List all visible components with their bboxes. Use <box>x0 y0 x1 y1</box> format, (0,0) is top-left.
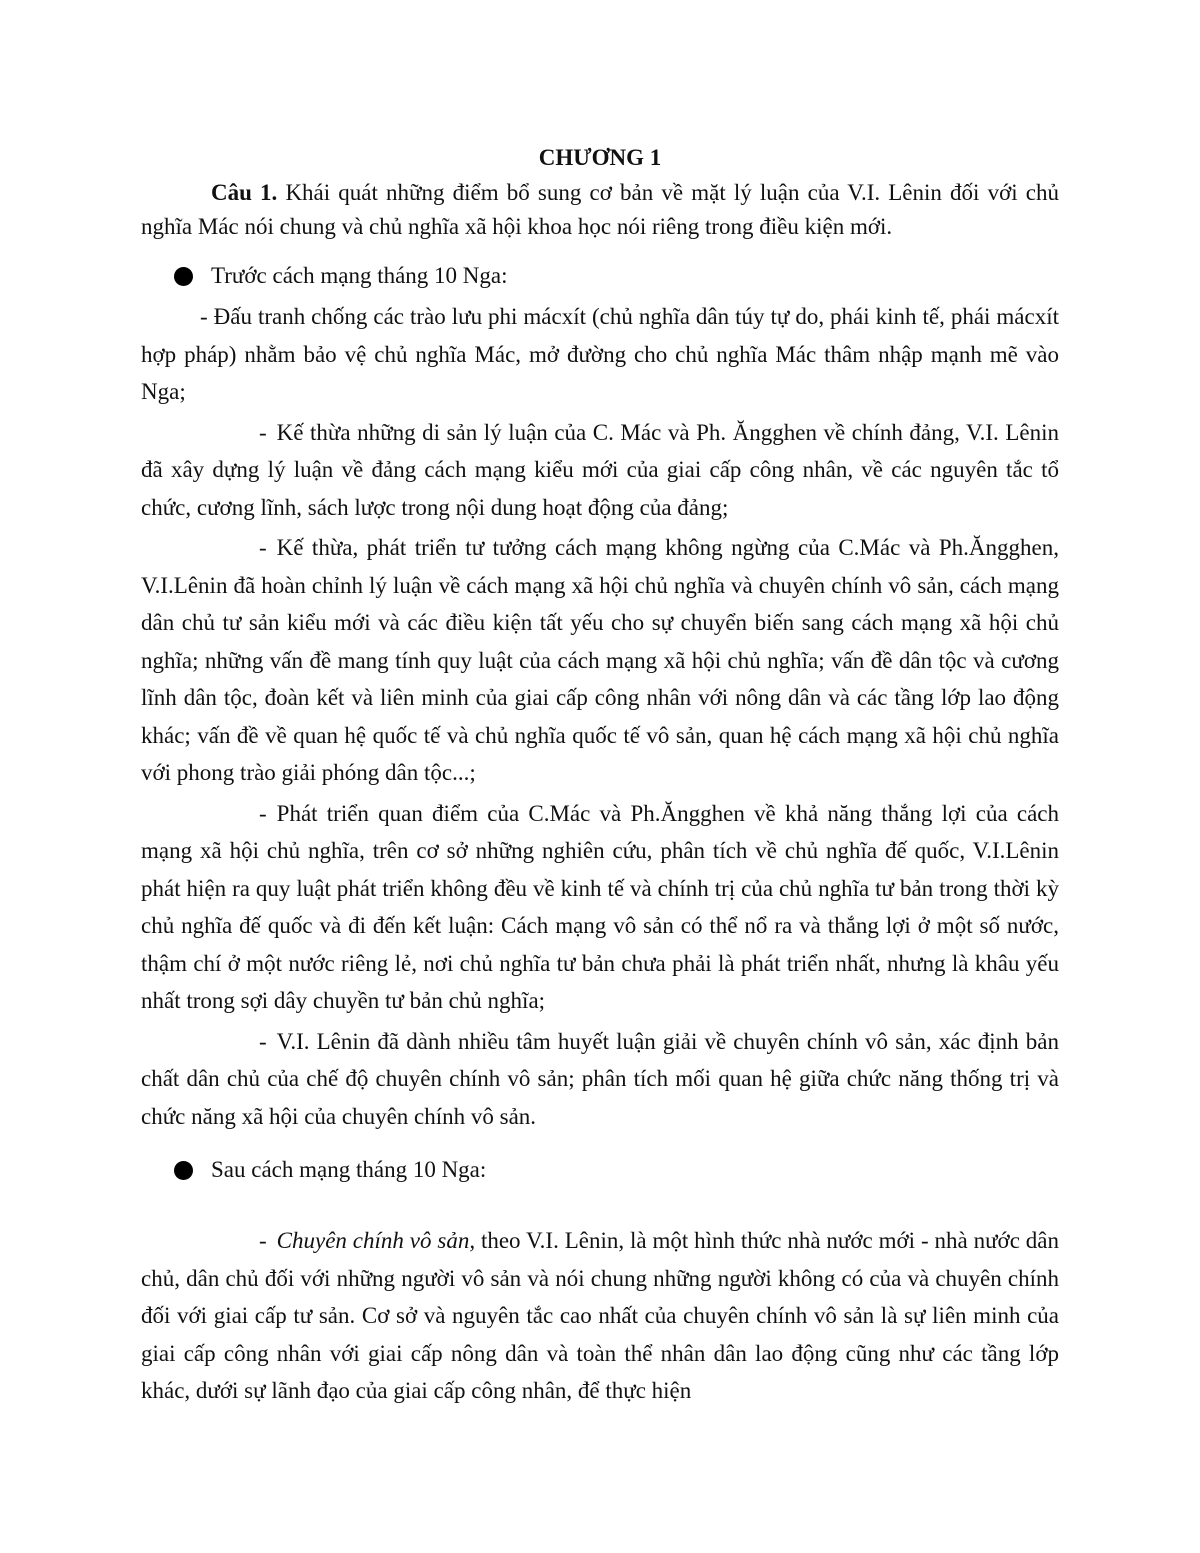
question-text: Khái quát những điểm bổ sung cơ bản về mặt lý luận của V.I. Lênin đối với chủ nghĩa Mác nói chung và chủ nghĩa xã hội khoa học nói riêng trong điều kiện mới. <box>141 180 1059 239</box>
paragraph-text: - Đấu tranh chống các trào lưu phi mácxít (chủ nghĩa dân túy tự do, phái kinh tế, phái mácxít hợp pháp) nhằm bảo vệ chủ nghĩa Mác, mở đường cho chủ nghĩa Mác thâm nhập mạnh mẽ vào Nga; <box>141 304 1059 404</box>
bullet-icon <box>174 1161 193 1180</box>
section-heading-before <box>141 258 1059 294</box>
dash-marker: - <box>259 1028 267 1054</box>
body-paragraph <box>141 414 1059 527</box>
paragraph-text: Kế thừa, phát triển tư tưởng cách mạng không ngừng của C.Mác và Ph.Ăngghen, V.I.Lênin đã hoàn chỉnh lý luận về cách mạng xã hội chủ nghĩa và chuyên chính vô sản, cách mạng dân chủ tư sản kiểu mới và các điều kiện tất yếu cho sự chuyển biến sang cách mạng xã hội chủ nghĩa; những vấn đề mang tính quy luật của cách mạng xã hội chủ nghĩa; vấn đề dân tộc và cương lĩnh dân tộc, đoàn kết và liên minh của giai cấp công nhân với nông dân và các tầng lớp lao động khác; vấn đề về quan hệ quốc tế và chủ nghĩa quốc tế vô sản, quan hệ cách mạng xã hội chủ nghĩa với phong trào giải phóng dân tộc...; <box>141 535 1059 785</box>
paragraph-text: Phát triển quan điểm của C.Mác và Ph.Ăngghen về khả năng thắng lợi của cách mạng xã hội chủ nghĩa, trên cơ sở những nghiên cứu, phân tích về chủ nghĩa đế quốc, V.I.Lênin phát hiện ra quy luật phát triển không đều về kinh tế và chính trị của chủ nghĩa tư bản trong thời kỳ chủ nghĩa đế quốc và đi đến kết luận: Cách mạng vô sản có thể nổ ra và thắng lợi ở một số nước, thậm chí ở một nước riêng lẻ, nơi chủ nghĩa tư bản chưa phải là phát triển nhất, nhưng là khâu yếu nhất trong sợi dây chuyền tư bản chủ nghĩa; <box>141 800 1059 1013</box>
question-paragraph <box>141 176 1059 244</box>
dash-marker: - <box>259 1228 267 1253</box>
body-paragraph <box>141 1023 1059 1136</box>
question-label: Câu 1. <box>211 180 278 205</box>
spacer <box>141 1138 1059 1152</box>
italic-term: Chuyên chính vô sản, <box>276 1228 476 1253</box>
body-paragraph <box>141 529 1059 792</box>
document-body <box>141 140 1059 1413</box>
bullet-icon <box>174 267 193 286</box>
section-heading-text: Sau cách mạng tháng 10 Nga: <box>211 1157 487 1182</box>
dash-marker: - <box>259 419 267 445</box>
paragraph-text: theo V.I. Lênin, là một hình thức nhà nước mới - nhà nước dân chủ, dân chủ đối với những người vô sản và nói chung những người không có của và chuyên chính đối với giai cấp tư sản. Cơ sở và nguyên tắc cao nhất của chuyên chính vô sản là sự liên minh của giai cấp công nhân với giai cấp nông dân và toàn thể nhân dân lao động cũng như các tầng lớp khác, dưới sự lãnh đạo của giai cấp công nhân, để thực hiện <box>141 1228 1059 1403</box>
dash-marker: - <box>259 800 267 826</box>
paragraph-text: V.I. Lênin đã dành nhiều tâm huyết luận giải về chuyên chính vô sản, xác định bản chất dân chủ của chế độ chuyên chính vô sản; phân tích mối quan hệ giữa chức năng thống trị và chức năng xã hội của chuyên chính vô sản. <box>141 1028 1059 1129</box>
spacer <box>141 1192 1059 1222</box>
body-paragraph <box>141 1222 1059 1410</box>
section-heading-text: Trước cách mạng tháng 10 Nga: <box>211 263 508 288</box>
chapter-title: CHƯƠNG 1 <box>538 145 662 170</box>
body-paragraph <box>141 795 1059 1020</box>
paragraph-text: Kế thừa những di sản lý luận của C. Mác và Ph. Ăngghen về chính đảng, V.I. Lênin đã xây dựng lý luận về đảng cách mạng kiểu mới của giai cấp công nhân, về các nguyên tắc tổ chức, cương lĩnh, sách lược trong nội dung hoạt động của đảng; <box>141 419 1059 520</box>
body-paragraph <box>141 298 1059 411</box>
dash-marker: - <box>259 535 267 560</box>
section-heading-after <box>141 1152 1059 1188</box>
